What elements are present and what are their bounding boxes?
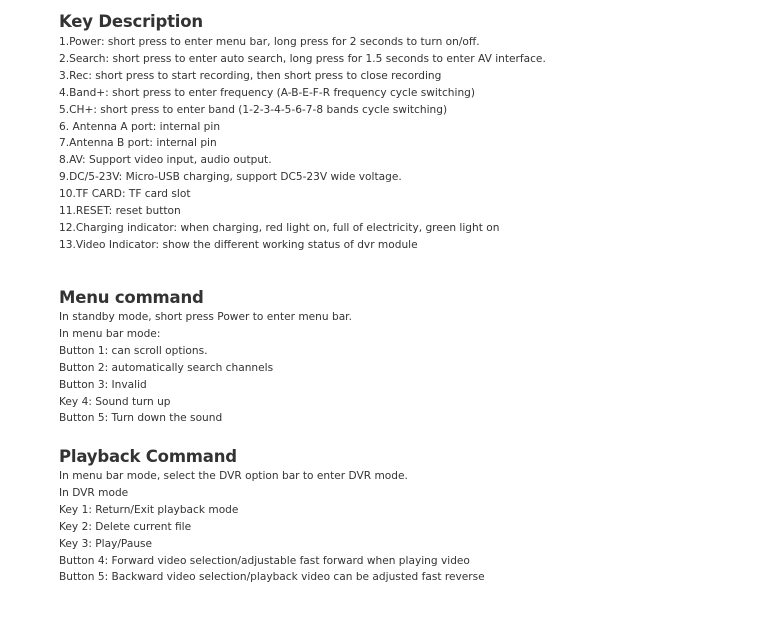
playback-command-line: Key 1: Return/Exit playback mode [59,503,239,516]
playback-command-line: Key 2: Delete current file [59,520,192,533]
menu-command-line: Button 5: Turn down the sound [59,412,223,425]
playback-command-title: Playback Command [59,447,237,466]
key-description-line: 10.TF CARD: TF card slot [59,188,191,201]
key-description-line: 6. Antenna A port: internal pin [59,120,221,133]
key-description-line: 8.AV: Support video input, audio output. [59,154,272,167]
menu-command-line: Button 3: Invalid [59,378,147,391]
playback-command-line: Key 3: Play/Pause [59,537,153,550]
menu-command-line: Button 2: automatically search channels [59,361,274,374]
key-description-title: Key Description [59,12,203,31]
menu-command-title: Menu command [59,288,204,307]
key-description-line: 12.Charging indicator: when charging, red light on, full of electricity, green light on [59,221,500,234]
menu-command-line: In standby mode, short press Power to enter menu bar. [59,311,352,323]
key-description-line: 3.Rec: short press to start recording, then short press to close recording [59,69,442,82]
key-description-line: 13.Video Indicator: show the different working status of dvr module [59,238,418,251]
key-description-line: 4.Band+: short press to enter frequency (A-B-E-F-R frequency cycle switching) [59,86,476,99]
key-description-list [59,34,546,254]
key-description-line: 11.RESET: reset button [59,205,181,218]
menu-command-line: In menu bar mode: [59,327,161,340]
key-description-line: 1.Power: short press to enter menu bar, long press for 2 seconds to turn on/off. [59,36,480,48]
playback-command-line: Button 4: Forward video selection/adjustable fast forward when playing video [59,554,470,567]
playback-command-line: In DVR mode [59,486,129,499]
playback-command-list [59,468,485,586]
key-description-line: 9.DC/5-23V: Micro-USB charging, support DC5-23V wide voltage. [59,171,402,184]
playback-command-line: Button 5: Backward video selection/playback video can be adjusted fast reverse [59,571,485,584]
menu-command-line: Button 1: can scroll options. [59,344,208,357]
key-description-line: 7.Antenna B port: internal pin [59,137,217,150]
playback-command-line: In menu bar mode, select the DVR option bar to enter DVR mode. [59,470,408,482]
key-description-line: 2.Search: short press to enter auto search, long press for 1.5 seconds to enter AV interface. [59,52,546,65]
menu-command-line: Key 4: Sound turn up [59,395,171,408]
key-description-line: 5.CH+: short press to enter band (1-2-3-4-5-6-7-8 bands cycle switching) [59,103,448,116]
menu-command-list [59,309,352,427]
